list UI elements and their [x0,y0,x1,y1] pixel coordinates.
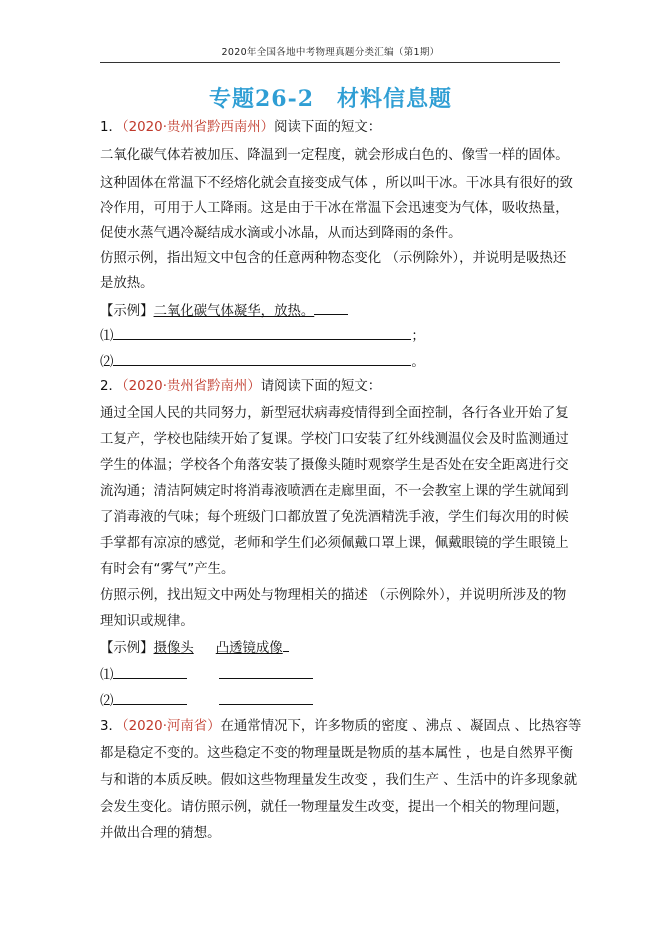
page-header: 2020年全国各地中考物理真题分类汇编（第1期） [221,47,440,58]
q3-para-line: 在通常情况下，许多物质的密度 、沸点 、凝固点 、比热容等 [220,719,582,734]
q3-para-line: 并做出合理的猜想。 [100,826,221,841]
q1-para-line: 促使水蒸气遇冷凝结成水滴或小冰晶，从而达到降雨的条件。 [100,226,462,241]
q3-source: （2020·河南省） [121,719,221,734]
q2-para-line: 有时会有“雾气”产生。 [100,562,235,577]
q2-para-line: 仿照示例，找出短文中两处与物理相关的描述 （示例除外），并说明所涉及的物 [100,588,567,603]
q3-para-line: 都是稳定不变的。这些稳定不变的物理量既是物质的基本属性 ，也是自然界平衡 [100,746,573,761]
q2-blank2a[interactable] [113,692,187,705]
q1-blank2[interactable] [113,353,411,366]
q1-number: 1． [100,120,122,135]
q2-para-line: 手掌都有凉凉的感觉，老师和学生们必须佩戴口罩上课，佩戴眼镜的学生眼镜上 [100,536,569,551]
q1-example-text: 二氧化碳气体凝华，放热。 [153,304,315,319]
q2-para-line: 了消毒液的气味；每个班级门口都放置了免洗酒精洗手液，学生们每次用的时候 [100,510,569,525]
q2-para-line: 学生的体温；学校各个角落安装了摄像头随时观察学生是否处在安全距离进行交 [100,458,569,473]
q2-answer-line-2[interactable] [100,692,313,711]
q1-blank1-end: ； [411,329,425,344]
q1-blank2-label: ⑵ [100,355,114,370]
page-title: 专题26-2 材料信息题 [208,86,453,112]
q1-para-line: 仿照示例，指出短文中包含的任意两种物态变化 （示例除外），并说明是吸热还 [100,251,567,266]
q2-blank2b[interactable] [219,692,313,705]
q3-heading [100,718,581,736]
q2-blank1a[interactable] [113,666,187,679]
q2-para-line: 流沟通；清洁阿姨定时将消毒液喷洒在走廊里面，不一会教室上课的学生就闻到 [100,484,569,499]
q1-blank2-end: 。 [411,355,425,370]
q1-answer-line-2[interactable] [100,353,425,372]
q3-para-line: 会发生变化。请仿照示例，就任一物理量发生改变，提出一个相关的物理问题， [100,800,569,815]
q1-answer-line-1[interactable] [100,327,425,346]
q2-example-b: 凸透镜成像 [215,641,283,656]
q1-example [100,302,348,321]
q1-source: （2020·贵州省黔西南州） [121,120,275,135]
q2-para-line: 通过全国人民的共同努力，新型冠状病毒疫情得到全面控制，各行各业开始了复 [100,406,569,421]
q2-number: 2． [100,379,122,394]
q1-para-line: 二氧化碳气体若被加压、降温到一定程度，就会形成白色的、像雪一样的固体。 [100,148,569,163]
q1-para-line: 是放热。 [100,276,154,291]
q2-blank1b[interactable] [219,666,313,679]
q2-blank2-label: ⑵ [100,694,114,709]
q3-para-line: 与和谐的本质反映。假如这些物理量发生改变 ，我们生产 、生活中的许多现象就 [100,773,578,788]
q2-example-a: 摄像头 [153,641,194,656]
q2-para-line: 工复产，学校也陆续开始了复课。学校门口安装了红外线测温仪会及时监测通过 [100,432,569,447]
q1-example-label: 【示例】 [100,304,154,319]
q2-source: （2020·贵州省黔南州） [121,379,261,394]
q2-para-line: 理知识或规律。 [100,614,194,629]
q2-example [100,639,289,658]
q2-lead: 请阅读下面的短文： [260,379,382,394]
q3-number: 3． [100,719,122,734]
q1-blank1-label: ⑴ [100,329,114,344]
q2-example-label: 【示例】 [100,641,154,656]
q1-para-line: 冷作用，可用于人工降雨。这是由于干冰在常温下会迅速变为气体，吸收热量， [100,201,569,216]
q2-blank1-label: ⑴ [100,668,114,683]
q1-heading [100,119,381,137]
header-rule [100,62,560,63]
q1-para-line: 这种固体在常温下不经熔化就会直接变成气体 ，所以叫干冰。干冰具有很好的致 [100,176,573,191]
q2-answer-line-1[interactable] [100,666,313,685]
q1-lead: 阅读下面的短文： [274,120,382,135]
q2-heading [100,378,381,396]
q1-blank1[interactable] [113,327,411,340]
